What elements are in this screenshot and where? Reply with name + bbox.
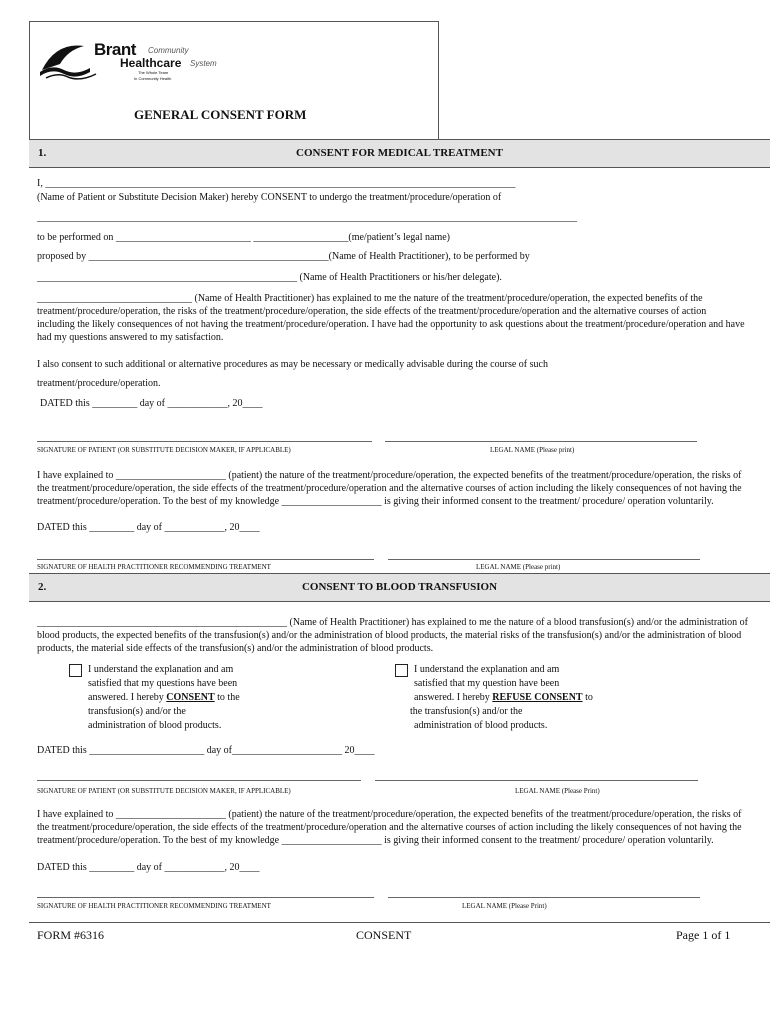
s1-line-name: (Name of Patient or Substitute Decision Maker) hereby CONSENT to undergo the treatment/procedure/operation of xyxy=(37,192,502,203)
s1-line-performed: to be performed on ___________________________ ___________________(me/patient’s legal name) xyxy=(37,232,450,243)
section2-number: 2. xyxy=(38,581,47,593)
s2-explained-paragraph: __________________________________________________ (Name of Health Practitioner) has explained to me the nature of a blood transfusion(s) and/or the administration of blood products, the expected benefits of the transfusion(s) and/or the administration of blood products, the material risks of the transfusion(s) and/or the administration of blood products, the material side effects of the transfusion(s) and/or the administration of blood products. xyxy=(37,617,748,654)
s1-line-practitioners: ____________________________________________________ (Name of Health Practitioners or his/her delegate). xyxy=(37,272,502,283)
s2-legal-name-label: LEGAL NAME (Please Print) xyxy=(515,787,600,795)
section1-title: CONSENT FOR MEDICAL TREATMENT xyxy=(296,147,503,159)
s2-legal-name-label2: LEGAL NAME (Please Print) xyxy=(462,902,547,910)
consent-keyword: CONSENT xyxy=(166,692,215,703)
refuse-line-4: the transfusion(s) and/or the xyxy=(410,706,523,717)
section1-header xyxy=(29,139,770,168)
s1-legal-name-label2: LEGAL NAME (Please print) xyxy=(476,563,561,571)
section2-header xyxy=(29,573,770,602)
s1-legal-name-label: LEGAL NAME (Please print) xyxy=(490,446,575,454)
consent-line-5: administration of blood products. xyxy=(88,720,222,731)
s1-line-blank: ____________________________________________________________________________________________________________ xyxy=(37,212,577,223)
s1-line-proposed: proposed by ________________________________________________(Name of Health Practitioner), to be performed by xyxy=(37,251,530,262)
s2-practitioner-dated: DATED this _________ day of ____________, 20____ xyxy=(37,862,260,873)
section2-title: CONSENT TO BLOOD TRANSFUSION xyxy=(301,581,498,593)
s1-practitioner-paragraph: I have explained to ______________________ (patient) the nature of the treatment/procedure/operation, the expected benefits of the treatment/procedure/operation, the risks of the treatment/procedure/operation, the side effects of the treatment/procedure/operation and the alternative courses of action including the likely consequences of not having the treatment/procedure/operation. To the best of my knowledge ____________________ is giving their informed consent to the treatment/ procedure/ operation voluntarily. xyxy=(37,470,742,507)
logo-brand2: Healthcare xyxy=(120,56,182,70)
refuse-line-3 xyxy=(414,692,593,703)
logo-tagline2: In Community Health xyxy=(134,76,172,81)
footer-page: Page 1 of 1 xyxy=(676,928,731,942)
consent-line-2: satisfied that my questions have been xyxy=(88,678,238,689)
s2-sig-patient-line xyxy=(37,780,361,781)
s1-also-consent-1: I also consent to such additional or alternative procedures as may be necessary or medically advisable during the course of such xyxy=(37,359,548,370)
consent-line-1: I understand the explanation and am xyxy=(88,664,234,675)
s2-dated: DATED this _______________________ day of______________________ 20____ xyxy=(37,745,375,756)
s1-sig-practitioner-label: SIGNATURE OF HEALTH PRACTITIONER RECOMMENDING TREATMENT xyxy=(37,563,271,571)
s2-sig-practitioner-line xyxy=(37,897,374,898)
logo xyxy=(38,40,238,85)
refuse-line-2: satisfied that my question have been xyxy=(414,678,560,689)
footer-center: CONSENT xyxy=(356,928,412,942)
form-title: GENERAL CONSENT FORM xyxy=(134,107,307,122)
s1-practitioner-dated: DATED this _________ day of ____________, 20____ xyxy=(37,522,260,533)
consent-line-3c: to the xyxy=(214,692,240,703)
s1-sig-patient-label: SIGNATURE OF PATIENT (OR SUBSTITUTE DECISION MAKER, IF APPLICABLE) xyxy=(37,446,291,454)
s2-legal-name-line2 xyxy=(388,897,700,898)
refuse-line-3c: to xyxy=(582,692,593,703)
s1-legal-name-line2 xyxy=(388,559,700,560)
logo-script1: Community xyxy=(148,46,189,55)
section1-number: 1. xyxy=(38,147,47,159)
refuse-line-5: administration of blood products. xyxy=(414,720,548,731)
s1-sig-practitioner-line xyxy=(37,559,374,560)
s2-sig-patient-label: SIGNATURE OF PATIENT (OR SUBSTITUTE DECISION MAKER, IF APPLICABLE) xyxy=(37,787,291,795)
s1-sig-patient-line xyxy=(37,441,372,442)
refuse-line-1: I understand the explanation and am xyxy=(414,664,560,675)
consent-line-4: transfusion(s) and/or the xyxy=(88,706,186,717)
s1-dated: DATED this _________ day of ____________, 20____ xyxy=(40,398,263,409)
logo-tagline1: The Whole Team xyxy=(138,70,169,75)
footer-form-number: FORM #6316 xyxy=(37,928,105,942)
refuse-line-3a: answered. I hereby xyxy=(414,692,493,703)
refuse-checkbox[interactable] xyxy=(395,664,408,677)
s2-legal-name-line xyxy=(375,780,698,781)
logo-brand: Brant xyxy=(94,40,136,59)
consent-line-3 xyxy=(88,692,240,703)
brant-logo-icon xyxy=(38,40,100,80)
logo-script2: System xyxy=(190,59,217,68)
s2-sig-practitioner-label: SIGNATURE OF HEALTH PRACTITIONER RECOMMENDING TREATMENT xyxy=(37,902,271,910)
consent-checkbox[interactable] xyxy=(69,664,82,677)
footer-divider xyxy=(29,922,770,923)
s1-explained-paragraph: _______________________________ (Name of Health Practitioner) has explained to me the nature of the treatment/procedure/operation, the expected benefits of the treatment/procedure/operation, the risks of the treatment/procedure/operation, the side effects of the treatment/procedure/operation and the alternative courses of action including the likely consequences of not having the treatment/procedure/operation. I have had the opportunity to ask questions about the treatment/procedure/operation and have had my questions answered to my satisfaction. xyxy=(37,293,745,343)
refuse-keyword: REFUSE CONSENT xyxy=(492,692,583,703)
s1-legal-name-line xyxy=(385,441,697,442)
consent-line-3a: answered. I hereby xyxy=(88,692,167,703)
s1-also-consent-2: treatment/procedure/operation. xyxy=(37,378,161,389)
s2-practitioner-paragraph: I have explained to ______________________ (patient) the nature of the treatment/procedure/operation, the expected benefits of the treatment/procedure/operation, the risks of the treatment/procedure/operation, the side effects of the treatment/procedure/operation and the alternative courses of action including the likely consequences of not having the treatment/procedure/operation. To the best of my knowledge ____________________ is giving their informed consent to the treatment/ procedure/ operation voluntarily. xyxy=(37,809,742,846)
s1-line-i: I, ______________________________________________________________________________________________ xyxy=(37,178,516,189)
